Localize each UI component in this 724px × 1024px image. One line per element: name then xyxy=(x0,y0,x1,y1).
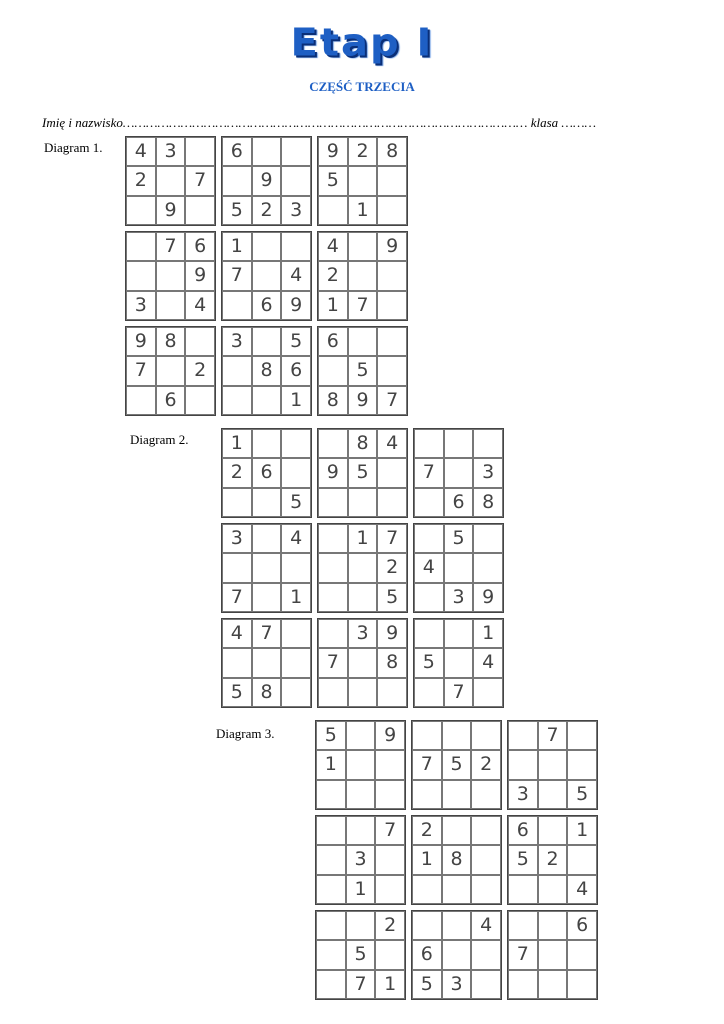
sudoku-box xyxy=(507,910,598,1000)
sudoku-cell[interactable] xyxy=(126,232,156,261)
sudoku-cell[interactable] xyxy=(318,583,348,612)
sudoku-cell[interactable] xyxy=(185,196,215,225)
sudoku-cell[interactable] xyxy=(156,261,186,290)
sudoku-cell[interactable] xyxy=(222,356,252,385)
sudoku-cell[interactable] xyxy=(281,429,311,458)
sudoku-cell[interactable] xyxy=(414,488,444,517)
sudoku-cell[interactable] xyxy=(222,166,252,195)
sudoku-cell[interactable]: 8 xyxy=(473,488,503,517)
sudoku-cell[interactable] xyxy=(281,458,311,487)
sudoku-cell[interactable] xyxy=(412,780,442,809)
sudoku-cell[interactable] xyxy=(318,619,348,648)
sudoku-cell[interactable]: 2 xyxy=(348,137,378,166)
sudoku-cell[interactable]: 7 xyxy=(414,458,444,487)
sudoku-cell[interactable] xyxy=(252,488,282,517)
sudoku-cell[interactable]: 8 xyxy=(348,429,378,458)
sudoku-cell[interactable] xyxy=(567,940,597,969)
sudoku-cell[interactable] xyxy=(316,875,346,904)
sudoku-cell[interactable] xyxy=(222,553,252,582)
sudoku-cell[interactable] xyxy=(318,678,348,707)
sudoku-cell[interactable]: 3 xyxy=(346,845,376,874)
sudoku-cell[interactable]: 7 xyxy=(377,524,407,553)
sudoku-cell[interactable]: 3 xyxy=(348,619,378,648)
diagram-1-label: Diagram 1. xyxy=(44,140,103,155)
sudoku-cell[interactable] xyxy=(471,780,501,809)
sudoku-cell[interactable]: 9 xyxy=(375,721,405,750)
sudoku-cell[interactable] xyxy=(444,458,474,487)
sudoku-cell[interactable] xyxy=(508,875,538,904)
sudoku-cell[interactable] xyxy=(414,524,444,553)
sudoku-cell[interactable]: 6 xyxy=(156,386,186,415)
sudoku-cell[interactable] xyxy=(412,721,442,750)
sudoku-cell[interactable]: 7 xyxy=(508,940,538,969)
sudoku-cell[interactable]: 2 xyxy=(471,750,501,779)
sudoku-cell[interactable] xyxy=(346,911,376,940)
sudoku-cell[interactable]: 7 xyxy=(538,721,568,750)
sudoku-cell[interactable]: 5 xyxy=(281,327,311,356)
sudoku-cell[interactable] xyxy=(377,166,407,195)
sudoku-cell[interactable]: 7 xyxy=(222,583,252,612)
sudoku-cell[interactable] xyxy=(377,327,407,356)
sudoku-cell[interactable] xyxy=(375,940,405,969)
sudoku-cell[interactable]: 2 xyxy=(318,261,348,290)
sudoku-cell[interactable]: 7 xyxy=(252,619,282,648)
sudoku-cell[interactable]: 7 xyxy=(346,970,376,999)
sudoku-cell[interactable]: 5 xyxy=(281,488,311,517)
sudoku-box xyxy=(317,136,408,226)
sudoku-cell[interactable] xyxy=(252,327,282,356)
sudoku-box xyxy=(315,910,406,1000)
sudoku-cell[interactable]: 9 xyxy=(318,458,348,487)
sudoku-cell[interactable] xyxy=(252,137,282,166)
sudoku-box xyxy=(125,136,216,226)
sudoku-cell[interactable] xyxy=(471,721,501,750)
sudoku-cell[interactable] xyxy=(252,386,282,415)
sudoku-cell[interactable]: 4 xyxy=(126,137,156,166)
sudoku-cell[interactable]: 3 xyxy=(222,327,252,356)
sudoku-cell[interactable] xyxy=(348,553,378,582)
sudoku-cell[interactable] xyxy=(252,583,282,612)
sudoku-box xyxy=(411,720,502,810)
sudoku-cell[interactable] xyxy=(471,845,501,874)
sudoku-cell[interactable] xyxy=(375,780,405,809)
sudoku-grid-diagram-2 xyxy=(221,428,504,708)
sudoku-cell[interactable] xyxy=(281,648,311,677)
sudoku-box xyxy=(413,428,504,518)
diagram-2-label: Diagram 2. xyxy=(130,432,189,447)
sudoku-cell[interactable]: 1 xyxy=(412,845,442,874)
sudoku-cell[interactable]: 7 xyxy=(222,261,252,290)
sudoku-cell[interactable] xyxy=(508,721,538,750)
sudoku-cell[interactable] xyxy=(377,196,407,225)
sudoku-cell[interactable] xyxy=(348,648,378,677)
sudoku-box xyxy=(413,523,504,613)
sudoku-cell[interactable] xyxy=(185,386,215,415)
sudoku-cell[interactable]: 5 xyxy=(567,780,597,809)
sudoku-cell[interactable] xyxy=(444,648,474,677)
sudoku-cell[interactable] xyxy=(348,166,378,195)
sudoku-cell[interactable]: 3 xyxy=(473,458,503,487)
sudoku-cell[interactable]: 5 xyxy=(348,458,378,487)
sudoku-cell[interactable]: 1 xyxy=(318,291,348,320)
sudoku-cell[interactable]: 9 xyxy=(473,583,503,612)
sudoku-cell[interactable] xyxy=(414,619,444,648)
sudoku-cell[interactable] xyxy=(185,137,215,166)
sudoku-cell[interactable] xyxy=(412,875,442,904)
sudoku-cell[interactable] xyxy=(442,780,472,809)
sudoku-box xyxy=(315,720,406,810)
sudoku-box xyxy=(125,231,216,321)
diagram-3-label: Diagram 3. xyxy=(216,726,275,741)
sudoku-cell[interactable] xyxy=(471,940,501,969)
sudoku-cell[interactable]: 7 xyxy=(156,232,186,261)
sudoku-box xyxy=(221,231,312,321)
sudoku-cell[interactable] xyxy=(318,553,348,582)
sudoku-cell[interactable]: 3 xyxy=(222,524,252,553)
sudoku-grid-diagram-3 xyxy=(315,720,598,1000)
sudoku-cell[interactable]: 8 xyxy=(377,137,407,166)
sudoku-cell[interactable] xyxy=(346,750,376,779)
sudoku-cell[interactable]: 1 xyxy=(567,816,597,845)
sudoku-cell[interactable]: 2 xyxy=(538,845,568,874)
sudoku-cell[interactable]: 6 xyxy=(281,356,311,385)
sudoku-cell[interactable]: 7 xyxy=(444,678,474,707)
sudoku-cell[interactable]: 7 xyxy=(318,648,348,677)
sudoku-cell[interactable]: 5 xyxy=(346,940,376,969)
sudoku-cell[interactable] xyxy=(442,940,472,969)
sudoku-cell[interactable]: 9 xyxy=(126,327,156,356)
sudoku-cell[interactable]: 5 xyxy=(222,196,252,225)
sudoku-cell[interactable]: 7 xyxy=(126,356,156,385)
sudoku-cell[interactable] xyxy=(375,875,405,904)
sudoku-cell[interactable] xyxy=(156,166,186,195)
sudoku-cell[interactable] xyxy=(281,619,311,648)
sudoku-cell[interactable]: 1 xyxy=(348,524,378,553)
sudoku-cell[interactable]: 8 xyxy=(156,327,186,356)
sudoku-cell[interactable]: 1 xyxy=(375,970,405,999)
sudoku-cell[interactable]: 6 xyxy=(185,232,215,261)
sudoku-cell[interactable] xyxy=(508,970,538,999)
sudoku-cell[interactable] xyxy=(377,261,407,290)
sudoku-cell[interactable] xyxy=(316,845,346,874)
sudoku-cell[interactable]: 6 xyxy=(222,137,252,166)
sudoku-cell[interactable] xyxy=(316,911,346,940)
sudoku-cell[interactable] xyxy=(316,816,346,845)
sudoku-box xyxy=(413,618,504,708)
sudoku-cell[interactable] xyxy=(473,553,503,582)
sudoku-cell[interactable]: 4 xyxy=(471,911,501,940)
sudoku-cell[interactable] xyxy=(252,429,282,458)
sudoku-box xyxy=(317,618,408,708)
sudoku-cell[interactable] xyxy=(444,553,474,582)
sudoku-cell[interactable]: 4 xyxy=(185,291,215,320)
sudoku-cell[interactable]: 9 xyxy=(281,291,311,320)
sudoku-cell[interactable]: 3 xyxy=(444,583,474,612)
sudoku-cell[interactable]: 6 xyxy=(412,940,442,969)
sudoku-cell[interactable]: 5 xyxy=(442,750,472,779)
sudoku-cell[interactable] xyxy=(126,386,156,415)
sudoku-cell[interactable]: 1 xyxy=(473,619,503,648)
sudoku-cell[interactable] xyxy=(473,429,503,458)
sudoku-cell[interactable] xyxy=(318,488,348,517)
sudoku-cell[interactable] xyxy=(252,232,282,261)
sudoku-cell[interactable] xyxy=(377,678,407,707)
sudoku-cell[interactable] xyxy=(375,750,405,779)
name-class-line: Imię i nazwisko…………………………………………………………………………………………… klasa ……… xyxy=(42,115,597,130)
sudoku-cell[interactable] xyxy=(508,911,538,940)
sudoku-cell[interactable] xyxy=(348,488,378,517)
sudoku-cell[interactable] xyxy=(316,970,346,999)
sudoku-cell[interactable]: 8 xyxy=(377,648,407,677)
sudoku-grid-diagram-1 xyxy=(125,136,408,416)
sudoku-cell[interactable] xyxy=(316,940,346,969)
sudoku-cell[interactable] xyxy=(442,721,472,750)
sudoku-cell[interactable]: 9 xyxy=(156,196,186,225)
sudoku-cell[interactable]: 4 xyxy=(377,429,407,458)
sudoku-cell[interactable] xyxy=(538,816,568,845)
sudoku-cell[interactable]: 8 xyxy=(252,678,282,707)
page-subtitle: CZĘŚĆ TRZECIA xyxy=(309,79,415,94)
sudoku-cell[interactable] xyxy=(222,386,252,415)
page-title: Etap I xyxy=(290,21,434,65)
sudoku-cell[interactable] xyxy=(252,553,282,582)
sudoku-box xyxy=(221,136,312,226)
sudoku-cell[interactable] xyxy=(508,750,538,779)
sudoku-cell[interactable] xyxy=(538,750,568,779)
sudoku-cell[interactable] xyxy=(252,524,282,553)
sudoku-cell[interactable]: 4 xyxy=(281,261,311,290)
sudoku-cell[interactable]: 4 xyxy=(281,524,311,553)
sudoku-cell[interactable] xyxy=(471,816,501,845)
sudoku-cell[interactable]: 9 xyxy=(318,137,348,166)
sudoku-cell[interactable] xyxy=(375,845,405,874)
sudoku-cell[interactable]: 1 xyxy=(316,750,346,779)
sudoku-cell[interactable] xyxy=(156,291,186,320)
sudoku-cell[interactable]: 3 xyxy=(442,970,472,999)
sudoku-cell[interactable] xyxy=(281,166,311,195)
sudoku-cell[interactable]: 1 xyxy=(281,583,311,612)
sudoku-cell[interactable]: 7 xyxy=(348,291,378,320)
sudoku-cell[interactable]: 6 xyxy=(252,291,282,320)
sudoku-cell[interactable] xyxy=(442,911,472,940)
sudoku-cell[interactable] xyxy=(377,458,407,487)
sudoku-box xyxy=(221,618,312,708)
sudoku-cell[interactable] xyxy=(567,845,597,874)
sudoku-box xyxy=(411,815,502,905)
sudoku-cell[interactable] xyxy=(348,583,378,612)
sudoku-cell[interactable]: 6 xyxy=(508,816,538,845)
sudoku-cell[interactable]: 5 xyxy=(318,166,348,195)
sudoku-cell[interactable] xyxy=(567,721,597,750)
sudoku-box xyxy=(221,428,312,518)
sudoku-cell[interactable] xyxy=(538,911,568,940)
sudoku-box xyxy=(317,326,408,416)
sudoku-cell[interactable]: 1 xyxy=(222,429,252,458)
sudoku-cell[interactable]: 9 xyxy=(348,386,378,415)
sudoku-cell[interactable] xyxy=(252,648,282,677)
sudoku-cell[interactable] xyxy=(414,583,444,612)
sudoku-cell[interactable]: 6 xyxy=(252,458,282,487)
sudoku-box xyxy=(221,523,312,613)
sudoku-cell[interactable]: 4 xyxy=(567,875,597,904)
sudoku-cell[interactable]: 2 xyxy=(126,166,156,195)
sudoku-cell[interactable] xyxy=(567,970,597,999)
sudoku-cell[interactable] xyxy=(346,816,376,845)
sudoku-cell[interactable]: 3 xyxy=(281,196,311,225)
sudoku-cell[interactable] xyxy=(471,970,501,999)
sudoku-cell[interactable]: 6 xyxy=(567,911,597,940)
sudoku-cell[interactable] xyxy=(473,678,503,707)
sudoku-cell[interactable] xyxy=(346,780,376,809)
sudoku-cell[interactable] xyxy=(185,327,215,356)
sudoku-cell[interactable] xyxy=(281,553,311,582)
sudoku-box xyxy=(317,523,408,613)
sudoku-cell[interactable] xyxy=(442,816,472,845)
sudoku-cell[interactable] xyxy=(414,429,444,458)
sudoku-cell[interactable]: 5 xyxy=(412,970,442,999)
sudoku-cell[interactable]: 7 xyxy=(185,166,215,195)
sudoku-cell[interactable]: 2 xyxy=(375,911,405,940)
sudoku-cell[interactable] xyxy=(318,356,348,385)
sudoku-box xyxy=(317,428,408,518)
sudoku-cell[interactable]: 6 xyxy=(444,488,474,517)
sudoku-cell[interactable] xyxy=(414,678,444,707)
sudoku-cell[interactable]: 2 xyxy=(377,553,407,582)
sudoku-box xyxy=(411,910,502,1000)
sudoku-cell[interactable] xyxy=(412,911,442,940)
sudoku-cell[interactable]: 5 xyxy=(348,356,378,385)
sudoku-cell[interactable]: 9 xyxy=(377,232,407,261)
sudoku-cell[interactable] xyxy=(346,721,376,750)
sudoku-cell[interactable]: 5 xyxy=(444,524,474,553)
sudoku-cell[interactable] xyxy=(222,291,252,320)
sudoku-cell[interactable]: 2 xyxy=(252,196,282,225)
sudoku-cell[interactable]: 9 xyxy=(185,261,215,290)
sudoku-cell[interactable] xyxy=(444,429,474,458)
sudoku-cell[interactable] xyxy=(348,232,378,261)
sudoku-cell[interactable]: 5 xyxy=(316,721,346,750)
sudoku-cell[interactable] xyxy=(281,232,311,261)
sudoku-cell[interactable] xyxy=(538,940,568,969)
sudoku-cell[interactable] xyxy=(281,678,311,707)
sudoku-cell[interactable]: 4 xyxy=(318,232,348,261)
sudoku-box xyxy=(315,815,406,905)
sudoku-cell[interactable]: 3 xyxy=(126,291,156,320)
sudoku-cell[interactable] xyxy=(442,875,472,904)
sudoku-cell[interactable] xyxy=(252,261,282,290)
sudoku-cell[interactable]: 5 xyxy=(377,583,407,612)
sudoku-cell[interactable] xyxy=(538,970,568,999)
sudoku-cell[interactable] xyxy=(538,780,568,809)
sudoku-cell[interactable] xyxy=(126,261,156,290)
sudoku-cell[interactable]: 7 xyxy=(377,386,407,415)
sudoku-cell[interactable] xyxy=(538,875,568,904)
sudoku-cell[interactable]: 5 xyxy=(414,648,444,677)
sudoku-cell[interactable] xyxy=(567,750,597,779)
sudoku-cell[interactable] xyxy=(348,678,378,707)
sudoku-cell[interactable]: 4 xyxy=(473,648,503,677)
sudoku-cell[interactable]: 8 xyxy=(252,356,282,385)
sudoku-cell[interactable]: 9 xyxy=(377,619,407,648)
sudoku-cell[interactable] xyxy=(348,327,378,356)
sudoku-cell[interactable] xyxy=(471,875,501,904)
sudoku-cell[interactable] xyxy=(473,524,503,553)
sudoku-cell[interactable]: 8 xyxy=(442,845,472,874)
sudoku-cell[interactable]: 2 xyxy=(222,458,252,487)
sudoku-box xyxy=(507,815,598,905)
sudoku-cell[interactable]: 6 xyxy=(318,327,348,356)
sudoku-cell[interactable]: 9 xyxy=(252,166,282,195)
sudoku-cell[interactable]: 2 xyxy=(185,356,215,385)
sudoku-cell[interactable] xyxy=(348,261,378,290)
sudoku-box xyxy=(221,326,312,416)
sudoku-cell[interactable]: 2 xyxy=(412,816,442,845)
sudoku-cell[interactable] xyxy=(377,488,407,517)
sudoku-cell[interactable] xyxy=(318,196,348,225)
sudoku-cell[interactable]: 8 xyxy=(318,386,348,415)
sudoku-cell[interactable] xyxy=(126,196,156,225)
sudoku-cell[interactable] xyxy=(377,356,407,385)
sudoku-cell[interactable]: 5 xyxy=(222,678,252,707)
sudoku-cell[interactable]: 7 xyxy=(412,750,442,779)
sudoku-cell[interactable]: 4 xyxy=(222,619,252,648)
sudoku-box xyxy=(125,326,216,416)
sudoku-cell[interactable]: 1 xyxy=(348,196,378,225)
sudoku-cell[interactable]: 3 xyxy=(156,137,186,166)
sudoku-cell[interactable]: 1 xyxy=(222,232,252,261)
sudoku-cell[interactable] xyxy=(444,619,474,648)
sudoku-box xyxy=(507,720,598,810)
sudoku-cell[interactable]: 5 xyxy=(508,845,538,874)
sudoku-cell[interactable] xyxy=(316,780,346,809)
sudoku-cell[interactable] xyxy=(281,137,311,166)
sudoku-cell[interactable]: 3 xyxy=(508,780,538,809)
sudoku-cell[interactable] xyxy=(222,488,252,517)
sudoku-cell[interactable]: 4 xyxy=(414,553,444,582)
sudoku-cell[interactable]: 1 xyxy=(281,386,311,415)
sudoku-cell[interactable]: 7 xyxy=(375,816,405,845)
sudoku-cell[interactable] xyxy=(377,291,407,320)
sudoku-cell[interactable] xyxy=(222,648,252,677)
sudoku-cell[interactable] xyxy=(318,429,348,458)
sudoku-box xyxy=(317,231,408,321)
sudoku-cell[interactable]: 1 xyxy=(346,875,376,904)
sudoku-cell[interactable] xyxy=(156,356,186,385)
sudoku-cell[interactable] xyxy=(318,524,348,553)
